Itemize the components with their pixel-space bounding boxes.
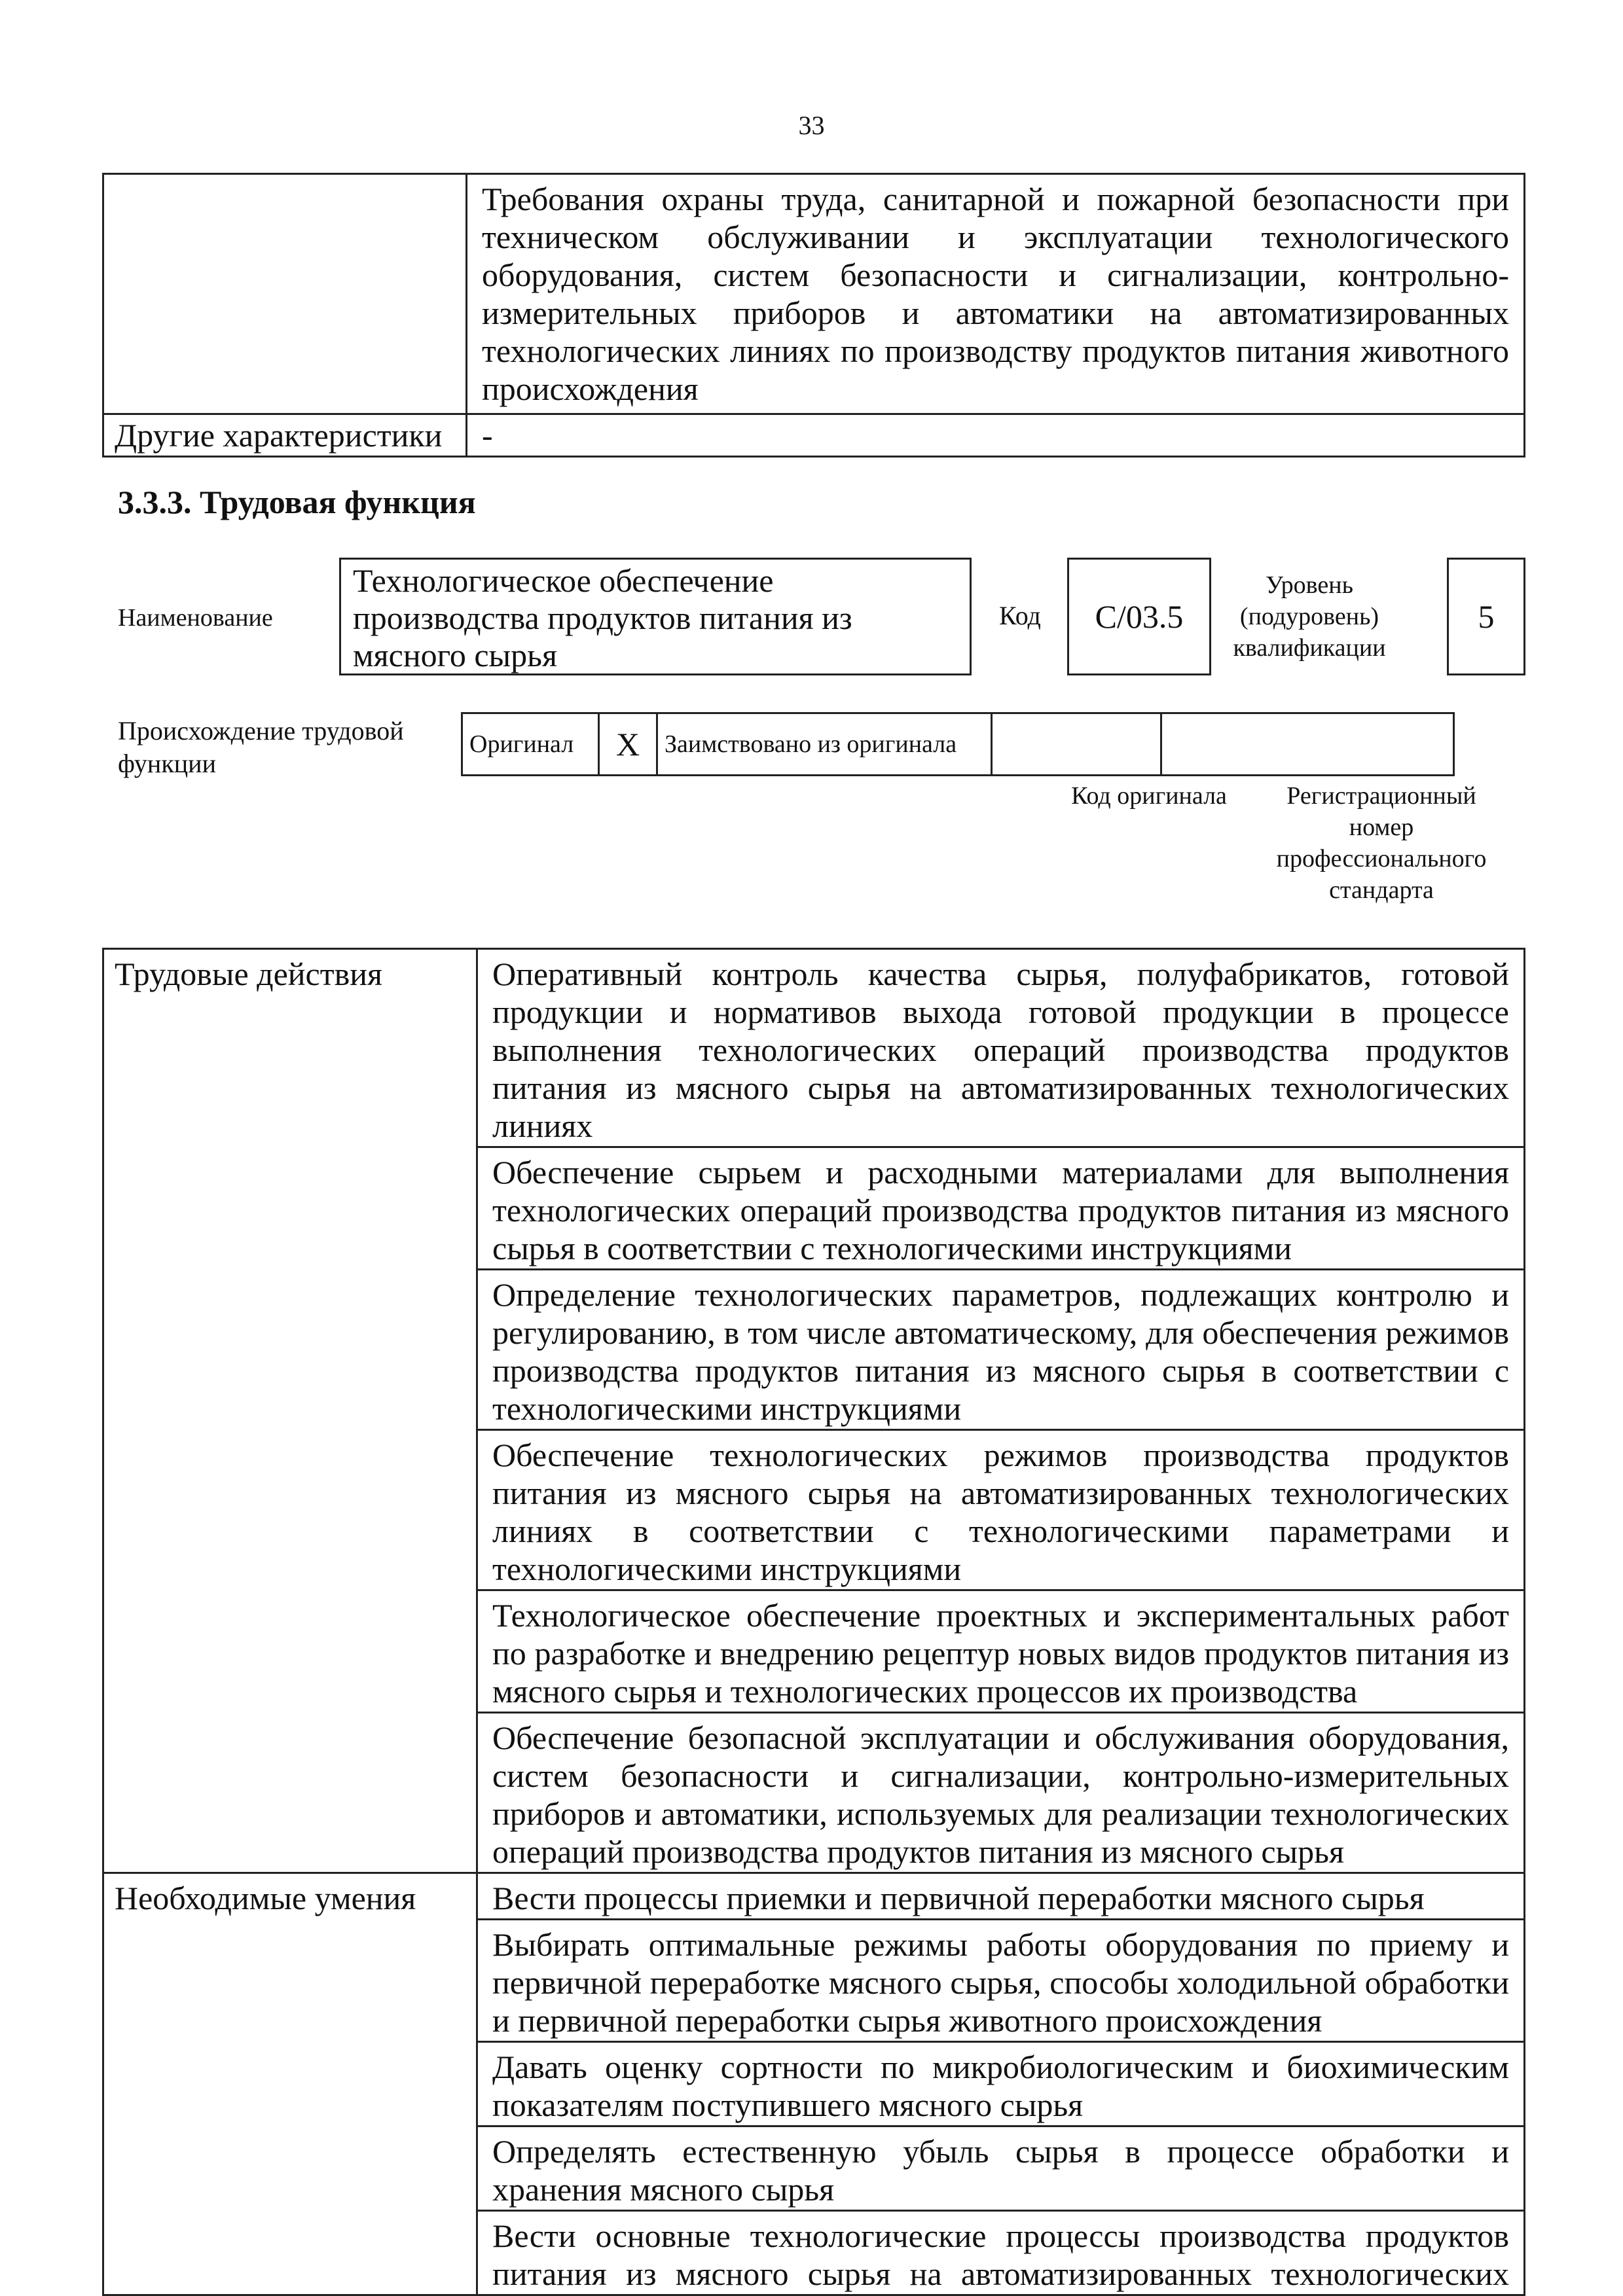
name-value-box xyxy=(339,558,972,675)
code-original-cell xyxy=(992,713,1161,776)
skill: Выбирать оптимальные режимы работы оборудования по приему и первичной переработке мясного сырья, способы холодильной обработки и первичной переработки сырья животного происхождения xyxy=(477,1920,1525,2042)
code-label: Код xyxy=(999,601,1041,630)
empty-label-cell xyxy=(103,174,467,414)
origin-label: Происхождение трудовой функции xyxy=(118,716,404,778)
code-value: С/03.5 xyxy=(1095,598,1184,635)
requirement-text: Требования охраны труда, санитарной и пожарной безопасности при техническом обслуживании и эксплуатации технологического оборудования, систем безопасности и сигнализации, контрольно-измерительных приборов и автоматики на автоматизированных технологических линиях по производству продуктов питания животного происхождения xyxy=(467,174,1525,414)
labor-action: Определение технологических параметров, подлежащих контролю и регулированию, в том числе автоматическому, для обеспечения режимов производства продуктов питания из мясного сырья в соответствии с технологическими инструкциями xyxy=(477,1270,1525,1430)
page-number: 33 xyxy=(798,111,825,140)
reg-number-cell xyxy=(1161,713,1454,776)
labor-action: Обеспечение безопасной эксплуатации и обслуживания оборудования, систем безопасности и сигнализации, контрольно-измерительных приборов и автоматики, используемых для реализации технологических операций производства продуктов питания из мясного сырья xyxy=(477,1713,1525,1873)
original-label: Оригинал xyxy=(462,713,599,776)
labor-action: Обеспечение сырьем и расходными материалами для выполнения технологических операций производства продуктов питания из мясного сырья в соответствии с технологическими инструкциями xyxy=(477,1147,1525,1270)
code-value-box xyxy=(1067,558,1211,675)
labor-action: Оперативный контроль качества сырья, полуфабрикатов, готовой продукции и нормативов выхода готовой продукции в процессе выполнения технологических операций производства продуктов питания из мясного сырья на автоматизированных технологических линиях xyxy=(477,949,1525,1147)
name-value: Технологическое обеспечение производства продуктов питания из мясного сырья xyxy=(353,562,852,673)
other-characteristics-value: - xyxy=(467,414,1525,457)
reg-number-caption: Регистрационный номер профессионального стандарта xyxy=(1276,782,1487,904)
skill: Вести процессы приемки и первичной переработки мясного сырья xyxy=(477,1873,1525,1920)
skills-label: Необходимые умения xyxy=(103,1873,477,2295)
level-label: Уровень (подуровень) квалификации xyxy=(1233,571,1386,662)
code-original-caption: Код оригинала xyxy=(1071,782,1227,810)
other-characteristics-label: Другие характеристики xyxy=(103,414,467,457)
labor-action: Обеспечение технологических режимов производства продуктов питания из мясного сырья на автоматизированных технологических линиях в соответствии с технологическими параметрами и технологическими инструкциями xyxy=(477,1430,1525,1590)
top-table xyxy=(102,173,1525,457)
name-label: Наименование xyxy=(118,604,273,632)
borrowed-label: Заимствовано из оригинала xyxy=(657,713,992,776)
section-heading: 3.3.3. Трудовая функция xyxy=(118,484,476,520)
skill: Вести основные технологические процессы производства продуктов питания из мясного сырья на автоматизированных технологических xyxy=(477,2211,1525,2295)
level-value: 5 xyxy=(1478,598,1495,635)
main-table xyxy=(102,948,1525,2296)
labor-actions-label: Трудовые действия xyxy=(103,949,477,1873)
original-mark: X xyxy=(599,713,657,776)
skill: Определять естественную убыль сырья в процессе обработки и хранения мясного сырья xyxy=(477,2126,1525,2211)
labor-action: Технологическое обеспечение проектных и экспериментальных работ по разработке и внедрению рецептур новых видов продуктов питания из мясного сырья и технологических процессов их производства xyxy=(477,1590,1525,1713)
skill: Давать оценку сортности по микробиологическим и биохимическим показателям поступившего мясного сырья xyxy=(477,2042,1525,2126)
level-value-box xyxy=(1447,558,1525,675)
origin-table xyxy=(461,712,1455,776)
